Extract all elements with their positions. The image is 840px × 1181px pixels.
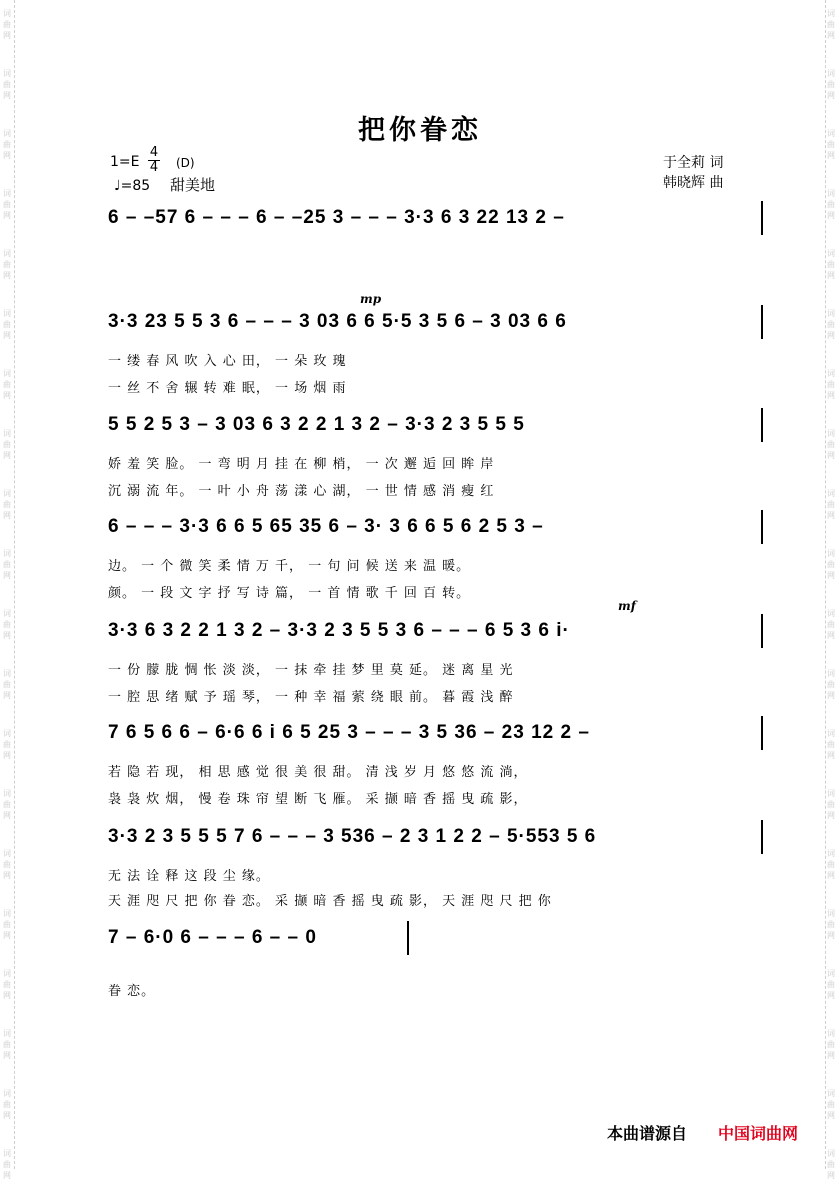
footer-source-label: 本曲谱源自 [607, 1124, 688, 1143]
watermark-text: 词 曲 网 [827, 369, 835, 400]
line-end-barline [761, 614, 763, 648]
lyric-line-verse2: 一 丝 不 舍 辗 转 难 眠， 一 场 烟 雨 [108, 381, 347, 396]
dynamic-mp: mp [360, 292, 382, 306]
music-line: 7 – 6·0 6 – – – 6 – – 0 [108, 927, 317, 948]
watermark-text: 词 曲 网 [827, 489, 835, 520]
lyric-line-verse2: 沉 溺 流 年。 一 叶 小 舟 荡 漾 心 湖， 一 世 情 感 消 瘦 红 [108, 484, 495, 499]
lyric-line-verse1: 眷 恋。 [108, 984, 156, 999]
music-line: 3·3 2 3 5 5 5 7 6 – – – 3 536 – 2 3 1 2 2 – 5·553 5 6 [108, 826, 597, 847]
watermark-text: 词 曲 网 [827, 1149, 835, 1180]
watermark-text: 词 曲 网 [827, 129, 835, 160]
watermark-text: 词 曲 网 [827, 789, 835, 820]
watermark-text: 词 曲 网 [827, 969, 835, 1000]
watermark-text: 词 曲 网 [827, 9, 835, 40]
watermark-text: 词 曲 网 [3, 969, 11, 1000]
music-line: 3·3 6 3 2 2 1 3 2 – 3·3 2 3 5 5 3 6 – – – 6 5 3 6 i· [108, 620, 570, 641]
lyric-line-verse2: 颜。 一 段 文 字 抒 写 诗 篇， 一 首 情 歌 千 回 百 转。 [108, 586, 471, 601]
style-marking: 甜美地 [170, 176, 216, 194]
watermark-text: 词 曲 网 [3, 69, 11, 100]
time-denominator: 4 [149, 160, 159, 175]
dynamic-mf: mf [618, 599, 636, 613]
time-numerator: 4 [149, 145, 159, 160]
lyric-line-verse2: 天 涯 咫 尺 把 你 眷 恋。 采 撷 暗 香 摇 曳 疏 影， 天 涯 咫 尺 把 你 [108, 894, 552, 909]
line-end-barline [761, 305, 763, 339]
watermark-text: 词 曲 网 [3, 489, 11, 520]
watermark-text: 词 曲 网 [3, 789, 11, 820]
music-line: 6 – –57 6 – – – 6 – –25 3 – – – 3·3 6 3 22 13 2 – [108, 207, 565, 228]
lyric-line-verse1: 若 隐 若 现， 相 思 感 觉 很 美 很 甜。 清 浅 岁 月 悠 悠 流 淌， [108, 765, 528, 780]
footer-site-link[interactable]: 中国词曲网 [718, 1124, 799, 1143]
line-end-barline [761, 820, 763, 854]
key-paren: (D) [176, 156, 195, 170]
watermark-text: 词 曲 网 [3, 669, 11, 700]
line-end-barline [761, 510, 763, 544]
watermark-text: 词 曲 网 [3, 549, 11, 580]
watermark-text: 词 曲 网 [827, 309, 835, 340]
key-signature: 1=E [110, 154, 140, 170]
tempo-marking: ♩=85 [114, 178, 151, 194]
watermark-text: 词 曲 网 [827, 1089, 835, 1120]
watermark-text: 词 曲 网 [827, 849, 835, 880]
watermark-text: 词 曲 网 [3, 9, 11, 40]
watermark-text: 词 曲 网 [827, 69, 835, 100]
watermark-text: 词 曲 网 [3, 609, 11, 640]
song-title: 把你眷恋 [358, 115, 482, 146]
watermark-text: 词 曲 网 [827, 909, 835, 940]
watermark-text: 词 曲 网 [3, 249, 11, 280]
watermark-text: 词 曲 网 [3, 909, 11, 940]
lyric-line-verse1: 一 份 朦 胧 惆 怅 淡 淡， 一 抹 牵 挂 梦 里 莫 延。 迷 离 星 光 [108, 663, 514, 678]
composer-credit: 韩晓辉 曲 [663, 175, 724, 191]
watermark-text: 词 曲 网 [3, 849, 11, 880]
lyric-line-verse2: 袅 袅 炊 烟， 慢 卷 珠 帘 望 断 飞 雁。 采 撷 暗 香 摇 曳 疏 影， [108, 792, 528, 807]
watermark-text: 词 曲 网 [827, 1029, 835, 1060]
music-line: 5 5 2 5 3 – 3 03 6 3 2 2 1 3 2 – 3·3 2 3 5 5 5 [108, 414, 525, 435]
watermark-text: 词 曲 网 [827, 429, 835, 460]
watermark-text: 词 曲 网 [827, 249, 835, 280]
time-signature [148, 146, 160, 175]
line-end-barline [407, 921, 409, 955]
watermark-text: 词 曲 网 [3, 729, 11, 760]
watermark-text: 词 曲 网 [3, 309, 11, 340]
lyric-line-verse1: 边。 一 个 微 笑 柔 情 万 千， 一 句 问 候 送 来 温 暖。 [108, 559, 471, 574]
watermark-text: 词 曲 网 [3, 189, 11, 220]
line-end-barline [761, 716, 763, 750]
lyric-line-verse2: 一 腔 思 绪 赋 予 瑶 琴， 一 种 幸 福 萦 绕 眼 前。 暮 霞 浅 醉 [108, 690, 514, 705]
music-line: 3·3 23 5 5 3 6 – – – 3 03 6 6 5·5 3 5 6 – 3 03 6 6 [108, 311, 567, 332]
watermark-text: 词 曲 网 [827, 729, 835, 760]
watermark-text: 词 曲 网 [3, 369, 11, 400]
line-end-barline [761, 201, 763, 235]
lyric-line-verse1: 娇 羞 笑 脸。 一 弯 明 月 挂 在 柳 梢， 一 次 邂 逅 回 眸 岸 [108, 457, 495, 472]
watermark-text: 词 曲 网 [3, 129, 11, 160]
lyric-line-verse1: 一 缕 春 风 吹 入 心 田， 一 朵 玫 瑰 [108, 354, 347, 369]
music-line: 7 6 5 6 6 – 6·6 6 i 6 5 25 3 – – – 3 5 36 – 23 12 2 – [108, 722, 590, 743]
line-end-barline [761, 408, 763, 442]
watermark-text: 词 曲 网 [3, 429, 11, 460]
lyricist-credit: 于全莉 词 [663, 155, 724, 171]
lyric-line-verse1: 无 法 诠 释 这 段 尘 缘。 [108, 869, 270, 884]
watermark-text: 词 曲 网 [827, 669, 835, 700]
watermark-text: 词 曲 网 [3, 1029, 11, 1060]
watermark-text: 词 曲 网 [827, 189, 835, 220]
watermark-text: 词 曲 网 [827, 549, 835, 580]
watermark-text: 词 曲 网 [3, 1089, 11, 1120]
watermark-text: 词 曲 网 [827, 609, 835, 640]
music-line: 6 – – – 3·3 6 6 5 65 35 6 – 3· 3 6 6 5 6 2 5 3 – [108, 516, 544, 537]
watermark-text: 词 曲 网 [3, 1149, 11, 1180]
